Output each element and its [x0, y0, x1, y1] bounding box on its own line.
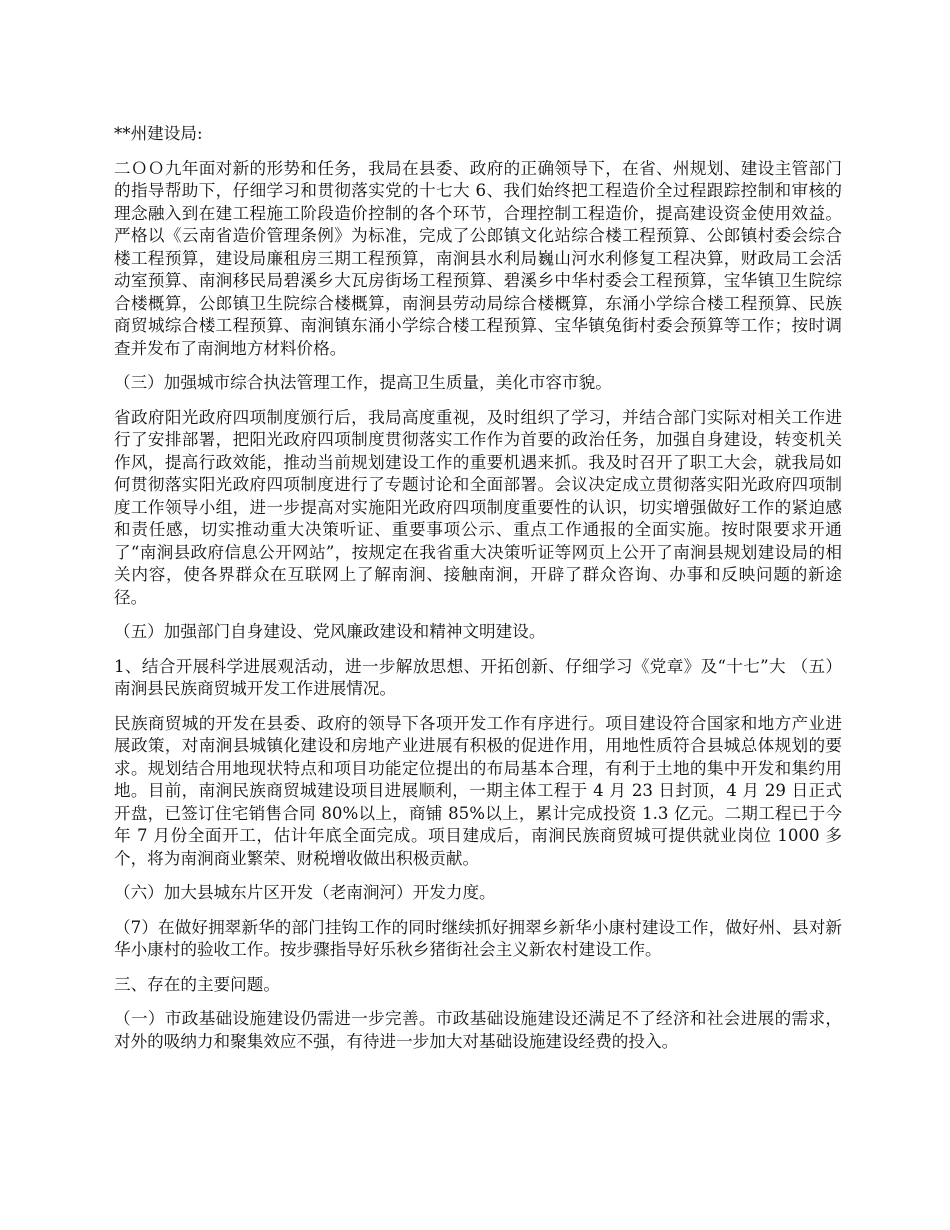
body-paragraph-cost-control: 二ＯＯ九年面对新的形势和任务，我局在县委、政府的正确领导下，在省、州规划、建设主管部门的指导帮助下，仔细学习和贯彻落实党的十七大 6、我们始终把工程造价全过程跟踪控制和审核的理念融入到在建工程施工阶段造价控制的各个环节，合理控制工程造价，提高建设资金使用效益。严格以《云南省造价管理条例》为标准，完成了公郎镇文化站综合楼工程预算、公郎镇村委会综合楼工程预算，建设局廉租房三期工程预算，南涧县水利局巍山河水利修复工程决算，财政局工会活动室预算、南涧移民局碧溪乡大瓦房街场工程预算、碧溪乡中华村委会工程预算，宝华镇卫生院综合楼概算，公郎镇卫生院综合楼概算，南涧县劳动局综合楼概算，东涌小学综合楼工程预算、民族商贸城综合楼工程预算、南涧镇东涌小学综合楼工程预算、宝华镇兔街村委会预算等工作；按时调查并发布了南涧地方材料价格。 — [114, 158, 842, 358]
section-heading-main-problems: 三、存在的主要问题。 — [114, 974, 280, 994]
body-paragraph-xinhua-village: （7）在做好拥翠新华的部门挂钩工作的同时继续抓好拥翠乡新华小康村建设工作，做好州、县对新华小康村的验收工作。按步骤指导好乐秋乡猪街社会主义新农村建设工作。 — [114, 917, 842, 959]
document-body — [114, 123, 842, 1065]
body-paragraph-trade-city: 民族商贸城的开发在县委、政府的领导下各项开发工作有序进行。项目建设符合国家和地方产业进展政策，对南涧县城镇化建设和房地产业进展有积极的促进作用，用地性质符合县城总体规划的要求。规划结合用地现状特点和项目功能定位提出的布局基本合理，有利于土地的集中开发和集约用地。目前，南涧民族商贸城建设项目进展顺利，一期主体工程于 4 月 23 日封顶，4 月 29 日正式开盘，已签订住宅销售合同 80%以上，商铺 85%以上，累计完成投资 1.3 亿元。二期工程已于今年 7 月份全面开工，估计年底全面完成。项目建成后，南涧民族商贸城可提供就业岗位 1000 多个，将为南涧商业繁荣、财税增收做出积极贡献。 — [114, 713, 842, 868]
salutation: **州建设局: — [114, 124, 203, 143]
section-heading-east-district: （六）加大县城东片区开发（老南涧河）开发力度。 — [114, 883, 496, 902]
section-heading-department-building: （五）加强部门自身建设、党风廉政建设和精神文明建设。 — [114, 622, 546, 641]
section-heading-city-enforcement: （三）加强城市综合执法管理工作，提高卫生质量，美化市容市貌。 — [114, 373, 612, 392]
list-item-scientific-development: 1、结合开展科学进展观活动，进一步解放思想、开拓创新、仔细学习《党章》及“十七”大 （五）南涧县民族商贸城开发工作进展情况。 — [114, 656, 842, 698]
body-paragraph-sunshine-government: 省政府阳光政府四项制度颁行后，我局高度重视，及时组织了学习，并结合部门实际对相关工作进行了安排部署，把阳光政府四项制度贯彻落实工作作为首要的政治任务，加强自身建设，转变机关作风，提高行政效能，推动当前规划建设工作的重要机遇来抓。我及时召开了职工大会，就我局如何贯彻落实阳光政府四项制度进行了专题讨论和全面部署。会议决定成立贯彻落实阳光政府四项制度工作领导小组，进一步提高对实施阳光政府四项制度重要性的认识，切实增强做好工作的紧迫感和责任感，切实推动重大决策听证、重要事项公示、重点工作通报的全面实施。按时限要求开通了“南涧县政府信息公开网站”，按规定在我省重大决策听证等网页上公开了南涧县规划建设局的相关内容，使各界群众在互联网上了解南涧、接触南涧，开辟了群众咨询、办事和反映问题的新途径。 — [114, 407, 842, 607]
body-paragraph-infrastructure: （一）市政基础设施建设仍需进一步完善。市政基础设施建设还满足不了经济和社会进展的需求，对外的吸纳力和聚集效应不强，有待进一步加大对基础设施建设经费的投入。 — [114, 1009, 842, 1051]
